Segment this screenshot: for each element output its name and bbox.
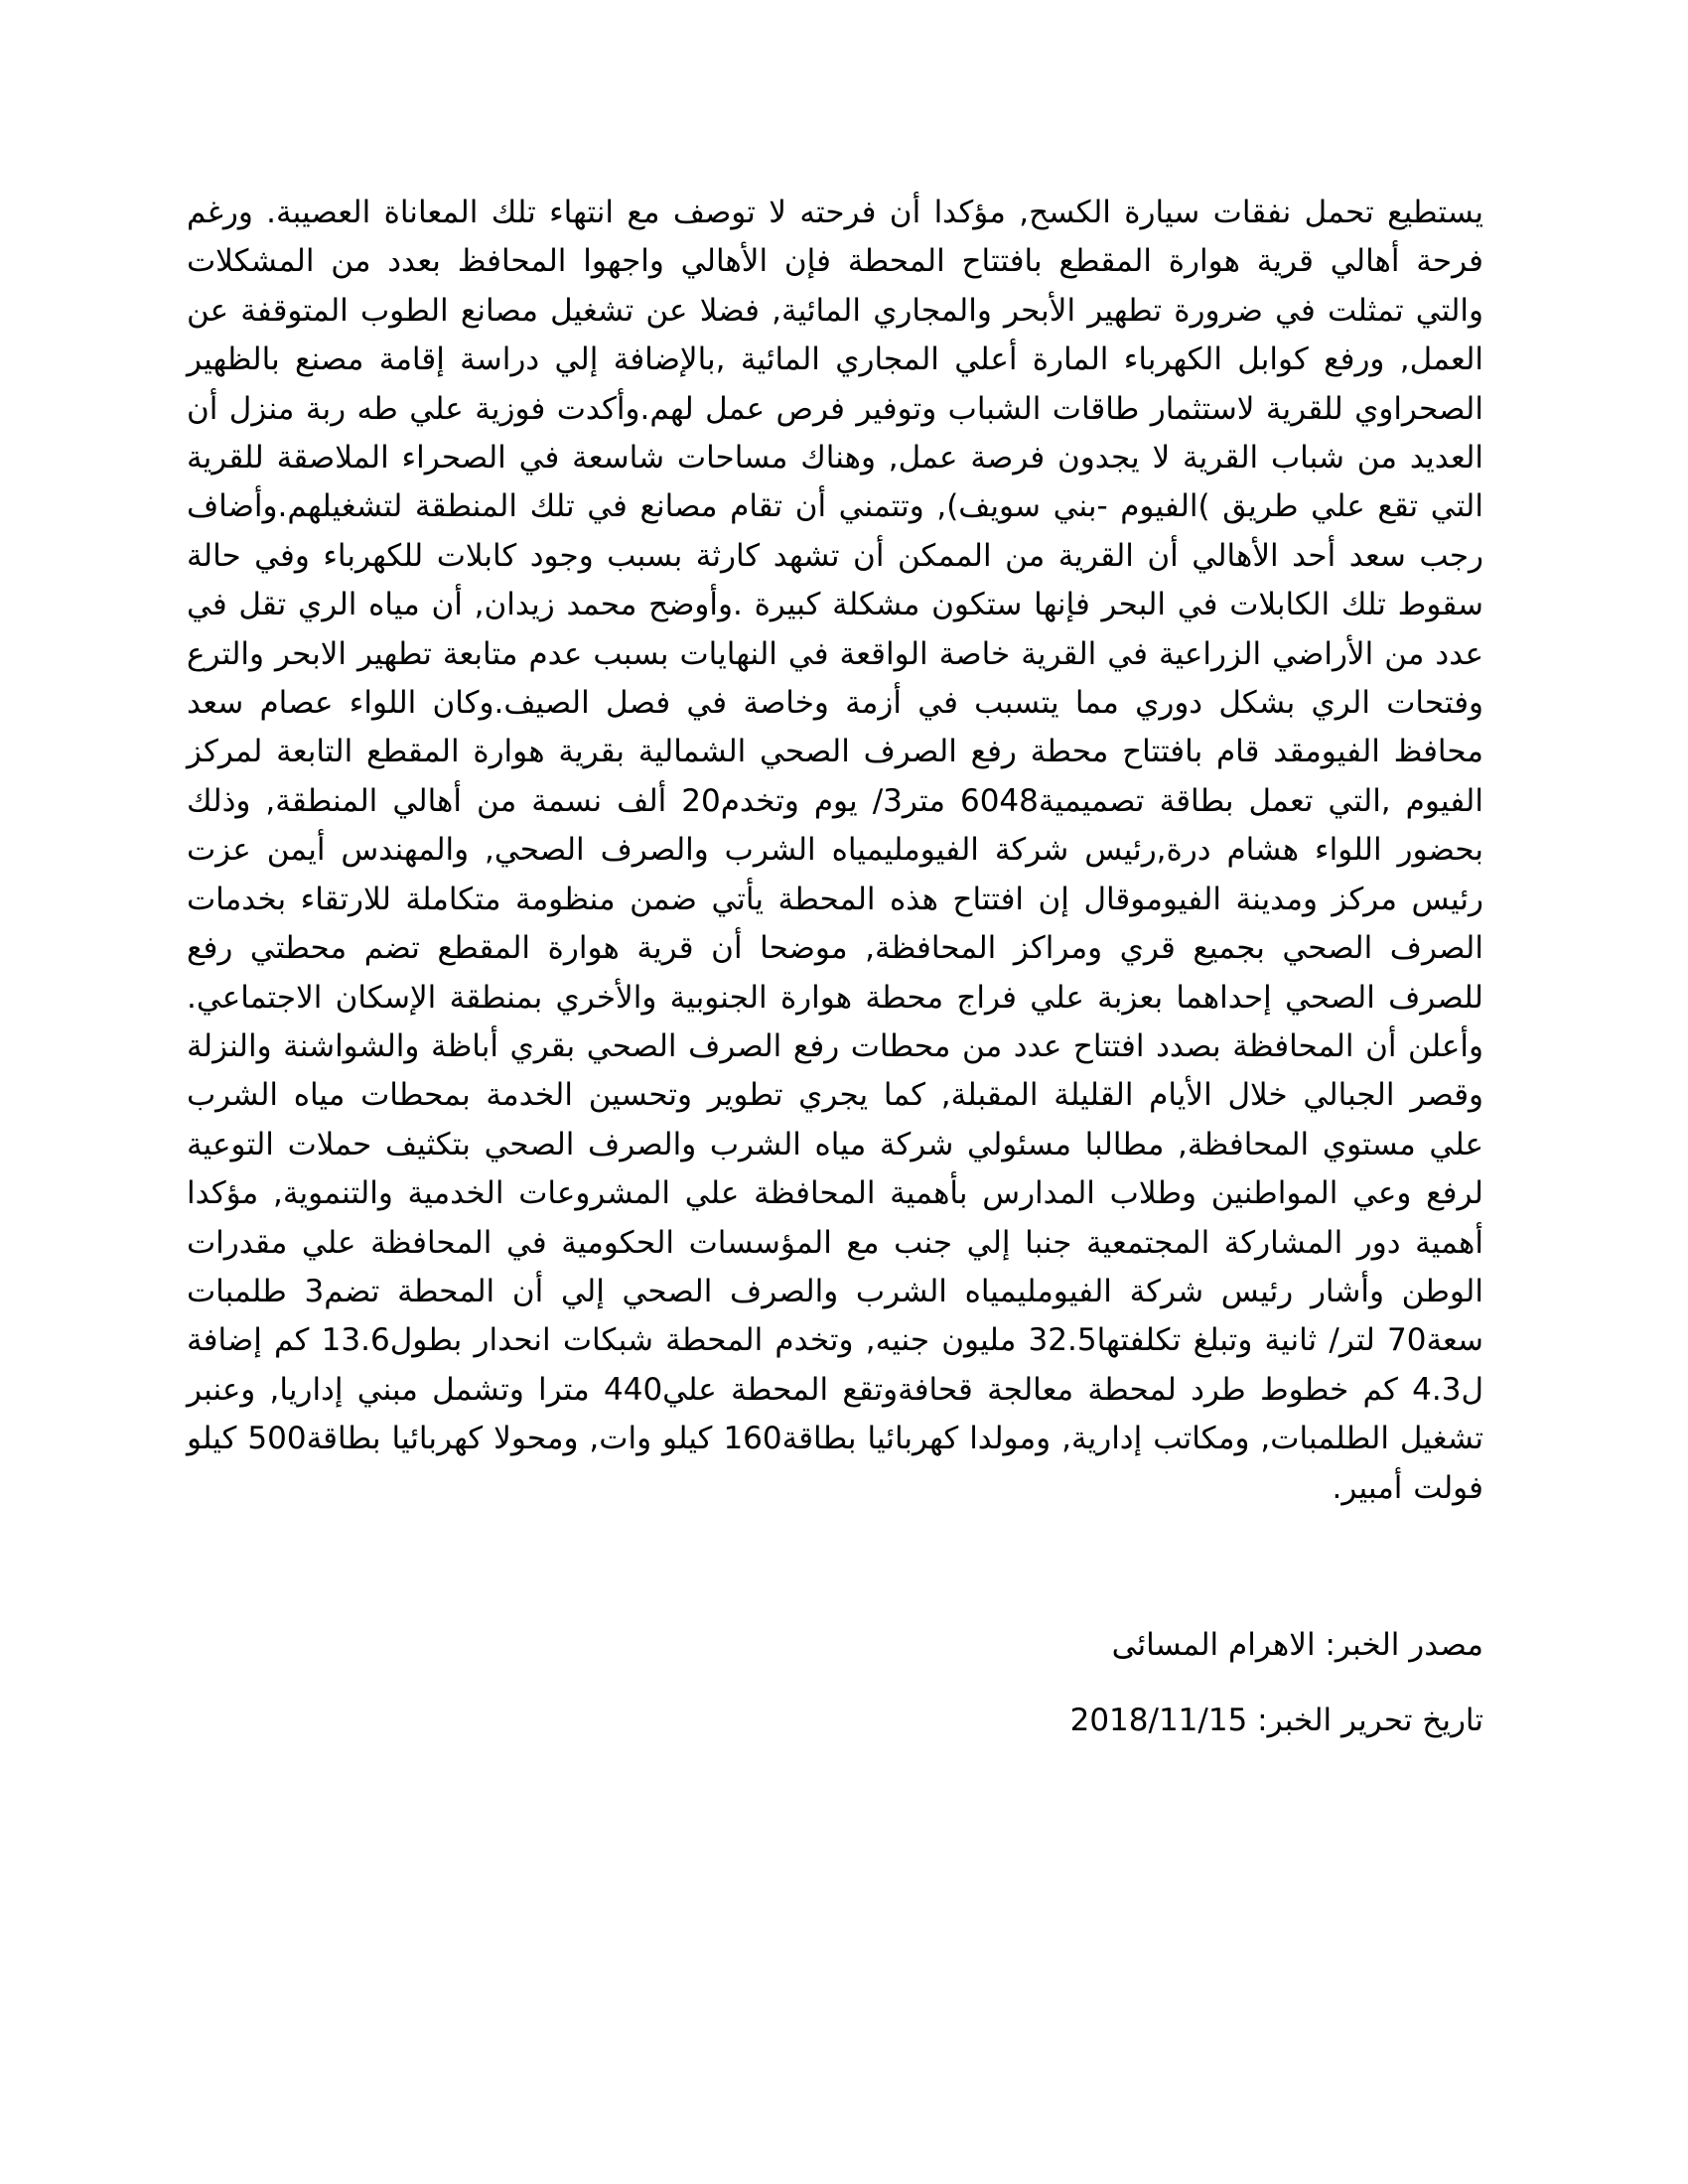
- edit-date-line: [1070, 1701, 1483, 1740]
- news-source-label: مصدر الخبر:: [1325, 1627, 1483, 1663]
- article-body: يستطيع تحمل نفقات سيارة الكسح, مؤكدا أن فرحته لا توصف مع انتهاء تلك المعاناة العصيبة. ورغم فرحة أهالي قرية هوارة المقطع بافتتاح المحطة فإن الأهالي واجهوا المحافظ بعدد من المشكلات والتي تمثلت في ضرورة تطهير الأبحر والمجاري المائية, فضلا عن تشغيل مصانع الطوب المتوقفة عن العمل, ورفع كوابل الكهرباء المارة أعلي المجاري المائية ,بالإضافة إلي دراسة إقامة مصنع بالظهير الصحراوي للقرية لاستثمار طاقات الشباب وتوفير فرص عمل لهم.وأكدت فوزية علي طه ربة منزل أن العديد من شباب القرية لا يجدون فرصة عمل, وهناك مساحات شاسعة في الصحراء الملاصقة للقرية التي تقع علي طريق )الفيوم -بني سويف), وتتمني أن تقام مصانع في تلك المنطقة لتشغيلهم.وأضاف رجب سعد أحد الأهالي أن القرية من الممكن أن تشهد كارثة بسبب وجود كابلات للكهرباء وفي حالة سقوط تلك الكابلات في البحر فإنها ستكون مشكلة كبيرة .وأوضح محمد زيدان, أن مياه الري تقل في عدد من الأراضي الزراعية في القرية خاصة الواقعة في النهايات بسبب عدم متابعة تطهير الابحر والترع وفتحات الري بشكل دوري مما يتسبب في أزمة وخاصة في فصل الصيف.وكان اللواء عصام سعد محافظ الفيومقد قام بافتتاح محطة رفع الصرف الصحي الشمالية بقرية هوارة المقطع التابعة لمركز الفيوم ,التي تعمل بطاقة تصميمية6048 متر3/ يوم وتخدم20 ألف نسمة من أهالي المنطقة, وذلك بحضور اللواء هشام درة,رئيس شركة الفيومليمياه الشرب والصرف الصحي, والمهندس أيمن عزت رئيس مركز ومدينة الفيوموقال إن افتتاح هذه المحطة يأتي ضمن منظومة متكاملة للارتقاء بخدمات الصرف الصحي بجميع قري ومراكز المحافظة, موضحا أن قرية هوارة المقطع تضم محطتي رفع للصرف الصحي إحداهما بعزبة علي فراج محطة هوارة الجنوبية والأخري بمنطقة الإسكان الاجتماعي. وأعلن أن المحافظة بصدد افتتاح عدد من محطات رفع الصرف الصحي بقري أباظة والشواشنة والنزلة وقصر الجبالي خلال الأيام القليلة المقبلة, كما يجري تطوير وتحسين الخدمة بمحطات مياه الشرب علي مستوي المحافظة, مطالبا مسئولي شركة مياه الشرب والصرف الصحي بتكثيف حملات التوعية لرفع وعي المواطنين وطلاب المدارس بأهمية المحافظة علي المشروعات الخدمية والتنموية, مؤكدا أهمية دور المشاركة المجتمعية جنبا إلي جنب مع المؤسسات الحكومية في المحافظة علي مقدرات الوطن وأشار رئيس شركة الفيومليمياه الشرب والصرف الصحي إلي أن المحطة تضم3 طلمبات سعة70 لتر/ ثانية وتبلغ تكلفتها32.5 مليون جنيه, وتخدم المحطة شبكات انحدار بطول13.6 كم إضافة ل4.3 كم خطوط طرد لمحطة معالجة قحافةوتقع المحطة علي440 مترا وتشمل مبني إداريا, وعنبر تشغيل الطلمبات, ومكاتب إدارية, ومولدا كهربائيا بطاقة160 كيلو وات, ومحولا كهربائيا بطاقة500 كيلو فولت أمبير.: [187, 195, 1483, 1506]
- edit-date-label: تاريخ تحرير الخبر:: [1257, 1703, 1483, 1738]
- news-source-line: [1112, 1625, 1483, 1665]
- news-source-value: الاهرام المسائى: [1111, 1627, 1316, 1663]
- edit-date-value: 2018/11/15: [1069, 1703, 1248, 1738]
